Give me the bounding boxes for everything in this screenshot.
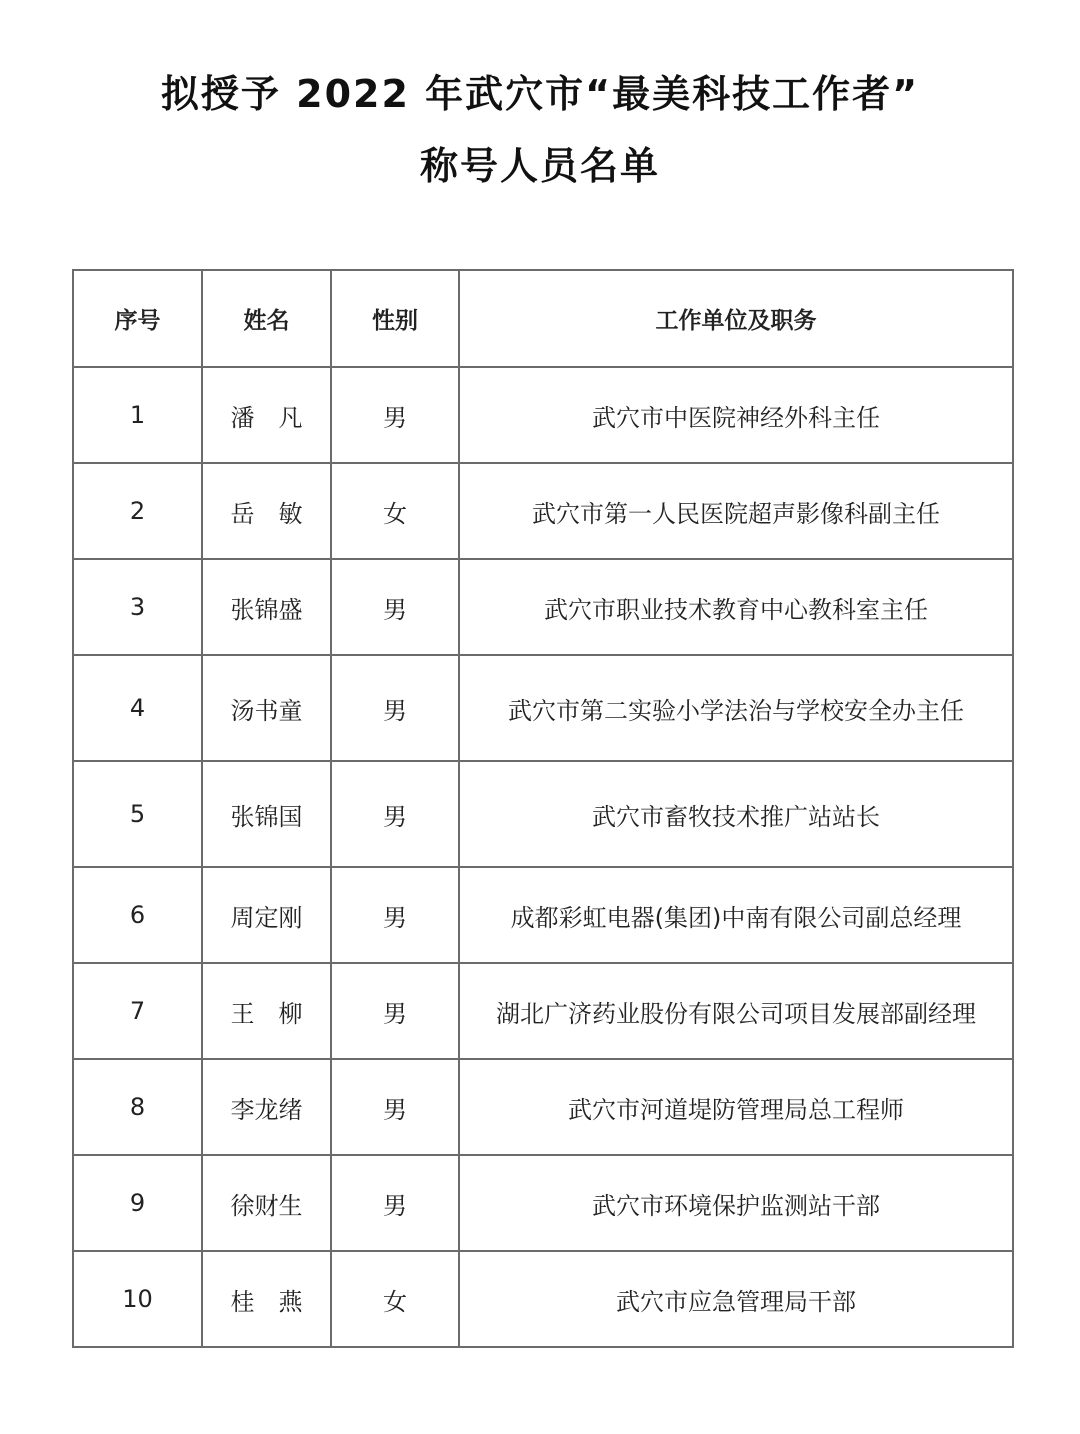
cell-unit-position: 武穴市第一人民医院超声影像科副主任 (459, 463, 1013, 559)
cell-gender: 男 (331, 867, 459, 963)
cell-gender: 男 (331, 559, 459, 655)
cell-number: 4 (73, 655, 202, 761)
table-row (73, 1155, 1013, 1251)
table-row (73, 761, 1013, 867)
cell-number: 3 (73, 559, 202, 655)
cell-number: 9 (73, 1155, 202, 1251)
header-number: 序号 (73, 270, 202, 367)
cell-name: 岳 敏 (202, 463, 331, 559)
cell-name: 汤书童 (202, 655, 331, 761)
cell-name: 张锦盛 (202, 559, 331, 655)
title-line-2: 称号人员名单 (419, 144, 660, 188)
header-name: 姓名 (202, 270, 331, 367)
cell-number: 8 (73, 1059, 202, 1155)
cell-number: 10 (73, 1251, 202, 1347)
table-row (73, 655, 1013, 761)
table-row (73, 463, 1013, 559)
cell-name: 周定刚 (202, 867, 331, 963)
cell-number: 5 (73, 761, 202, 867)
cell-number: 7 (73, 963, 202, 1059)
cell-unit-position: 武穴市中医院神经外科主任 (459, 367, 1013, 463)
header-unit-position: 工作单位及职务 (459, 270, 1013, 367)
cell-gender: 男 (331, 1059, 459, 1155)
cell-name: 王 柳 (202, 963, 331, 1059)
cell-unit-position: 武穴市畜牧技术推广站站长 (459, 761, 1013, 867)
cell-unit-position: 武穴市环境保护监测站干部 (459, 1155, 1013, 1251)
table-row (73, 367, 1013, 463)
nominee-table (72, 269, 1014, 1348)
cell-name: 潘 凡 (202, 367, 331, 463)
cell-gender: 女 (331, 463, 459, 559)
cell-name: 张锦国 (202, 761, 331, 867)
cell-gender: 男 (331, 367, 459, 463)
cell-unit-position: 武穴市职业技术教育中心教科室主任 (459, 559, 1013, 655)
cell-unit-position: 武穴市应急管理局干部 (459, 1251, 1013, 1347)
cell-number: 1 (73, 367, 202, 463)
header-gender: 性别 (331, 270, 459, 367)
cell-unit-position: 成都彩虹电器(集团)中南有限公司副总经理 (459, 867, 1013, 963)
cell-unit-position: 湖北广济药业股份有限公司项目发展部副经理 (459, 963, 1013, 1059)
title-line-1: 拟授予 2022 年武穴市“最美科技工作者” (160, 72, 920, 116)
cell-name: 李龙绪 (202, 1059, 331, 1155)
cell-name: 徐财生 (202, 1155, 331, 1251)
table-row (73, 559, 1013, 655)
cell-number: 2 (73, 463, 202, 559)
cell-gender: 男 (331, 761, 459, 867)
cell-gender: 男 (331, 655, 459, 761)
cell-gender: 女 (331, 1251, 459, 1347)
document-title (0, 58, 1080, 202)
cell-name: 桂 燕 (202, 1251, 331, 1347)
cell-gender: 男 (331, 963, 459, 1059)
table-row (73, 1059, 1013, 1155)
table-header-row (73, 270, 1013, 367)
table-row (73, 1251, 1013, 1347)
table-row (73, 867, 1013, 963)
table-row (73, 963, 1013, 1059)
cell-gender: 男 (331, 1155, 459, 1251)
cell-unit-position: 武穴市第二实验小学法治与学校安全办主任 (459, 655, 1013, 761)
cell-number: 6 (73, 867, 202, 963)
cell-unit-position: 武穴市河道堤防管理局总工程师 (459, 1059, 1013, 1155)
